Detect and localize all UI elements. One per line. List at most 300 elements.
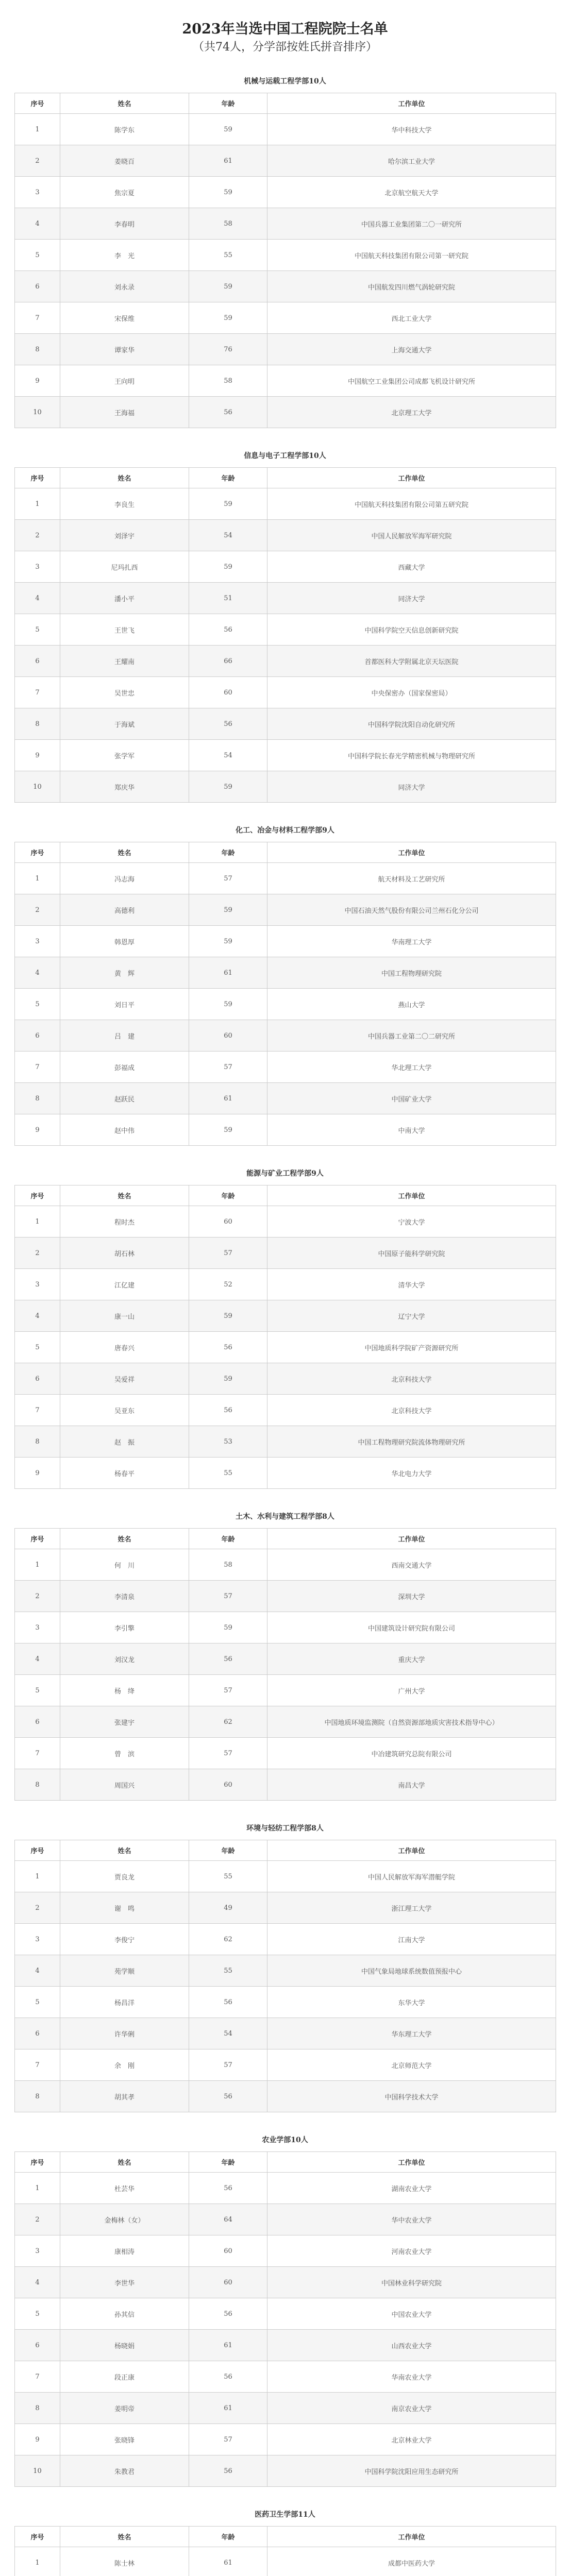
cell-age: 56 [189, 2173, 267, 2204]
cell-name: 李俊宁 [60, 1924, 189, 1955]
cell-name: 潘小平 [60, 583, 189, 614]
cell-age: 56 [189, 2455, 267, 2487]
cell-workplace: 中国原子能科学研究院 [267, 1238, 556, 1269]
cell-name: 焦宗夏 [60, 177, 189, 208]
cell-index: 7 [15, 2361, 60, 2393]
cell-workplace: 深圳大学 [267, 1581, 556, 1612]
header-index: 序号 [15, 93, 60, 114]
table-row [15, 708, 556, 740]
cell-name: 姜晓百 [60, 145, 189, 177]
cell-age: 58 [189, 1549, 267, 1581]
cell-age: 59 [189, 926, 267, 957]
table-row [15, 2049, 556, 2081]
cell-age: 59 [189, 1300, 267, 1332]
header-index: 序号 [15, 1840, 60, 1861]
cell-index: 6 [15, 646, 60, 677]
cell-index: 3 [15, 1924, 60, 1955]
table-row [15, 2081, 556, 2112]
cell-index: 6 [15, 1363, 60, 1395]
table-row [15, 957, 556, 989]
sections-container [0, 74, 570, 2576]
roster-section [14, 1166, 556, 1489]
cell-workplace: 中国航天科技集团有限公司第一研究院 [267, 240, 556, 271]
cell-name: 余 刚 [60, 2049, 189, 2081]
section-title: 能源与矿业工程学部9人 [246, 1170, 324, 1178]
cell-name: 张晓锋 [60, 2424, 189, 2455]
header-name: 姓名 [60, 2152, 189, 2173]
header-age: 年龄 [189, 1840, 267, 1861]
cell-index: 7 [15, 2049, 60, 2081]
cell-age: 60 [189, 1020, 267, 1052]
table-row [15, 926, 556, 957]
roster-section [14, 449, 556, 803]
cell-index: 8 [15, 1426, 60, 1458]
cell-name: 尼玛扎西 [60, 551, 189, 583]
table-row [15, 1643, 556, 1675]
cell-workplace: 中冶建筑研究总院有限公司 [267, 1738, 556, 1769]
cell-workplace: 河南农业大学 [267, 2235, 556, 2267]
cell-workplace: 华中科技大学 [267, 114, 556, 145]
cell-name: 宋保维 [60, 302, 189, 334]
cell-age: 59 [189, 302, 267, 334]
table-row [15, 771, 556, 803]
cell-name: 高德利 [60, 894, 189, 926]
cell-age: 57 [189, 1052, 267, 1083]
cell-index: 1 [15, 1206, 60, 1238]
cell-workplace: 中国农业大学 [267, 2298, 556, 2330]
cell-age: 57 [189, 863, 267, 894]
cell-index: 5 [15, 240, 60, 271]
cell-name: 刘永录 [60, 271, 189, 302]
cell-workplace: 中国科学技术大学 [267, 2081, 556, 2112]
cell-age: 56 [189, 614, 267, 646]
cell-name: 胡其孝 [60, 2081, 189, 2112]
cell-index: 9 [15, 1458, 60, 1489]
cell-index: 4 [15, 1955, 60, 1987]
cell-age: 57 [189, 1581, 267, 1612]
cell-workplace: 中国人民解放军海军研究院 [267, 520, 556, 551]
cell-index: 2 [15, 1238, 60, 1269]
cell-workplace: 中国工程物理研究院流体物理研究所 [267, 1426, 556, 1458]
cell-workplace: 成都中医药大学 [267, 2547, 556, 2576]
table-row [15, 1052, 556, 1083]
cell-index: 6 [15, 271, 60, 302]
cell-workplace: 中国人民解放军海军潜艇学院 [267, 1861, 556, 1892]
cell-index: 2 [15, 1892, 60, 1924]
cell-name: 康相涛 [60, 2235, 189, 2267]
table-header-row [15, 842, 556, 863]
cell-index: 9 [15, 2424, 60, 2455]
cell-name: 孙其信 [60, 2298, 189, 2330]
cell-index: 2 [15, 1581, 60, 1612]
cell-name: 朱教君 [60, 2455, 189, 2487]
cell-name: 吴爱祥 [60, 1363, 189, 1395]
table-row [15, 2455, 556, 2487]
table-row [15, 740, 556, 771]
cell-age: 59 [189, 1612, 267, 1643]
cell-name: 贾良龙 [60, 1861, 189, 1892]
header-workplace: 工作单位 [267, 468, 556, 488]
cell-name: 吴亚东 [60, 1395, 189, 1426]
cell-name: 赵中伟 [60, 1114, 189, 1146]
cell-index: 9 [15, 1114, 60, 1146]
cell-index: 8 [15, 2081, 60, 2112]
cell-index: 8 [15, 708, 60, 740]
cell-age: 54 [189, 740, 267, 771]
cell-index: 8 [15, 2393, 60, 2424]
cell-age: 57 [189, 1675, 267, 1706]
cell-age: 58 [189, 208, 267, 240]
section-title: 医药卫生学部11人 [255, 2511, 315, 2519]
cell-name: 苑学顺 [60, 1955, 189, 1987]
table-row [15, 863, 556, 894]
cell-index: 6 [15, 2330, 60, 2361]
cell-age: 59 [189, 1114, 267, 1146]
cell-index: 3 [15, 1269, 60, 1300]
cell-index: 5 [15, 614, 60, 646]
roster-section [14, 1510, 556, 1801]
header-index: 序号 [15, 2527, 60, 2547]
table-row [15, 2361, 556, 2393]
cell-age: 59 [189, 488, 267, 520]
cell-age: 53 [189, 1426, 267, 1458]
cell-name: 李 光 [60, 240, 189, 271]
header-workplace: 工作单位 [267, 2152, 556, 2173]
table-row [15, 1332, 556, 1363]
cell-index: 7 [15, 1738, 60, 1769]
header-age: 年龄 [189, 2152, 267, 2173]
cell-index: 5 [15, 1987, 60, 2018]
cell-workplace: 中国兵器工业集团第二〇一研究所 [267, 208, 556, 240]
table-row [15, 1426, 556, 1458]
cell-index: 1 [15, 488, 60, 520]
table-header-row [15, 1840, 556, 1861]
header-workplace: 工作单位 [267, 2527, 556, 2547]
roster-section [14, 74, 556, 428]
cell-index: 6 [15, 2018, 60, 2049]
cell-name: 刘汉龙 [60, 1643, 189, 1675]
header-index: 序号 [15, 468, 60, 488]
cell-age: 54 [189, 520, 267, 551]
table-header-row [15, 468, 556, 488]
table-row [15, 1738, 556, 1769]
cell-workplace: 华北电力大学 [267, 1458, 556, 1489]
cell-index: 3 [15, 177, 60, 208]
cell-index: 2 [15, 894, 60, 926]
cell-index: 1 [15, 1861, 60, 1892]
cell-workplace: 西北工业大学 [267, 302, 556, 334]
cell-index: 2 [15, 520, 60, 551]
cell-index: 4 [15, 1300, 60, 1332]
table-row [15, 1363, 556, 1395]
cell-workplace: 北京师范大学 [267, 2049, 556, 2081]
cell-workplace: 哈尔滨工业大学 [267, 145, 556, 177]
cell-workplace: 中国石油天然气股份有限公司兰州石化分公司 [267, 894, 556, 926]
cell-workplace: 西藏大学 [267, 551, 556, 583]
cell-workplace: 中国航天科技集团有限公司第五研究院 [267, 488, 556, 520]
cell-workplace: 航天材料及工艺研究所 [267, 863, 556, 894]
cell-name: 李清泉 [60, 1581, 189, 1612]
table-header-row [15, 2527, 556, 2547]
cell-name: 许华俐 [60, 2018, 189, 2049]
header-name: 姓名 [60, 468, 189, 488]
cell-workplace: 中国航空工业集团公司成都飞机设计研究所 [267, 365, 556, 397]
cell-index: 5 [15, 2298, 60, 2330]
cell-index: 3 [15, 551, 60, 583]
cell-workplace: 中国地质环境监测院（自然资源部地质灾害技术指导中心） [267, 1706, 556, 1738]
cell-index: 3 [15, 2235, 60, 2267]
header-index: 序号 [15, 2152, 60, 2173]
cell-workplace: 中央保密办（国家保密局） [267, 677, 556, 708]
table-row [15, 551, 556, 583]
table-row [15, 1892, 556, 1924]
table-row [15, 1987, 556, 2018]
table-row [15, 677, 556, 708]
cell-workplace: 中国航发四川燃气涡轮研究院 [267, 271, 556, 302]
cell-workplace: 中国兵器工业第二〇二研究所 [267, 1020, 556, 1052]
cell-name: 李良生 [60, 488, 189, 520]
cell-workplace: 中国气象局地球系统数值预报中心 [267, 1955, 556, 1987]
table-row [15, 1955, 556, 1987]
section-title: 化工、冶金与材料工程学部9人 [236, 826, 334, 835]
cell-workplace: 同济大学 [267, 583, 556, 614]
cell-age: 56 [189, 397, 267, 428]
table-row [15, 2298, 556, 2330]
cell-workplace: 中南大学 [267, 1114, 556, 1146]
cell-workplace: 清华大学 [267, 1269, 556, 1300]
cell-name: 彭福成 [60, 1052, 189, 1083]
cell-name: 段正康 [60, 2361, 189, 2393]
cell-age: 56 [189, 1395, 267, 1426]
cell-name: 唐春兴 [60, 1332, 189, 1363]
header-name: 姓名 [60, 1185, 189, 1206]
table-row [15, 1924, 556, 1955]
table-row [15, 2424, 556, 2455]
cell-index: 4 [15, 2267, 60, 2298]
cell-name: 金梅林（女） [60, 2204, 189, 2235]
cell-age: 56 [189, 2361, 267, 2393]
cell-workplace: 华北理工大学 [267, 1052, 556, 1083]
cell-name: 李引擎 [60, 1612, 189, 1643]
header-name: 姓名 [60, 842, 189, 863]
table-row [15, 1769, 556, 1801]
table-row [15, 145, 556, 177]
cell-name: 郑庆华 [60, 771, 189, 803]
roster-table [14, 1528, 556, 1801]
cell-index: 6 [15, 1020, 60, 1052]
cell-index: 4 [15, 957, 60, 989]
cell-index: 9 [15, 365, 60, 397]
section-title: 信息与电子工程学部10人 [244, 452, 326, 460]
table-row [15, 894, 556, 926]
cell-age: 58 [189, 365, 267, 397]
cell-index: 2 [15, 2204, 60, 2235]
table-row [15, 1612, 556, 1643]
cell-workplace: 北京科技大学 [267, 1395, 556, 1426]
cell-name: 陈学东 [60, 114, 189, 145]
cell-age: 62 [189, 1706, 267, 1738]
cell-name: 陈士林 [60, 2547, 189, 2576]
cell-age: 61 [189, 2547, 267, 2576]
document-subtitle: （共74人，分学部按姓氏拼音排序） [193, 41, 377, 54]
cell-age: 60 [189, 2235, 267, 2267]
cell-age: 61 [189, 957, 267, 989]
section-title: 机械与运载工程学部10人 [244, 77, 326, 86]
cell-workplace: 中国科学院长春光学精密机械与物理研究所 [267, 740, 556, 771]
cell-workplace: 广州大学 [267, 1675, 556, 1706]
cell-name: 杨昌洋 [60, 1987, 189, 2018]
roster-section [14, 1821, 556, 2112]
roster-table [14, 842, 556, 1146]
cell-name: 于海斌 [60, 708, 189, 740]
cell-name: 杨晓娟 [60, 2330, 189, 2361]
cell-name: 胡石林 [60, 1238, 189, 1269]
table-row [15, 1114, 556, 1146]
cell-name: 赵 振 [60, 1426, 189, 1458]
cell-age: 59 [189, 271, 267, 302]
table-row [15, 1861, 556, 1892]
roster-table [14, 1185, 556, 1489]
header-index: 序号 [15, 1185, 60, 1206]
cell-age: 59 [189, 894, 267, 926]
cell-name: 谭家华 [60, 334, 189, 365]
cell-workplace: 山西农业大学 [267, 2330, 556, 2361]
table-row [15, 114, 556, 145]
roster-table [14, 2526, 556, 2576]
table-row [15, 302, 556, 334]
cell-workplace: 辽宁大学 [267, 1300, 556, 1332]
cell-name: 江亿建 [60, 1269, 189, 1300]
cell-workplace: 中国矿业大学 [267, 1083, 556, 1114]
cell-name: 冯志海 [60, 863, 189, 894]
cell-age: 59 [189, 114, 267, 145]
header-index: 序号 [15, 842, 60, 863]
roster-table [14, 2151, 556, 2487]
cell-name: 杨春平 [60, 1458, 189, 1489]
cell-workplace: 中国科学院空天信息创新研究院 [267, 614, 556, 646]
cell-index: 6 [15, 1706, 60, 1738]
table-row [15, 2393, 556, 2424]
roster-section [14, 823, 556, 1146]
cell-age: 59 [189, 551, 267, 583]
table-row [15, 1675, 556, 1706]
cell-index: 9 [15, 740, 60, 771]
table-row [15, 271, 556, 302]
header-index: 序号 [15, 1529, 60, 1549]
header-age: 年龄 [189, 1185, 267, 1206]
cell-name: 王海福 [60, 397, 189, 428]
table-row [15, 520, 556, 551]
roster-table [14, 1840, 556, 2112]
cell-index: 2 [15, 145, 60, 177]
cell-age: 57 [189, 2049, 267, 2081]
section-title: 土木、水利与建筑工程学部8人 [236, 1513, 334, 1521]
header-age: 年龄 [189, 2527, 267, 2547]
cell-workplace: 华中农业大学 [267, 2204, 556, 2235]
cell-age: 56 [189, 2081, 267, 2112]
table-row [15, 1020, 556, 1052]
table-row [15, 2173, 556, 2204]
cell-age: 62 [189, 1924, 267, 1955]
header-age: 年龄 [189, 93, 267, 114]
table-row [15, 208, 556, 240]
cell-age: 49 [189, 1892, 267, 1924]
table-row [15, 2204, 556, 2235]
cell-name: 李春明 [60, 208, 189, 240]
cell-name: 张建宇 [60, 1706, 189, 1738]
cell-index: 1 [15, 863, 60, 894]
cell-workplace: 中国科学院沈阳自动化研究所 [267, 708, 556, 740]
cell-workplace: 华南理工大学 [267, 926, 556, 957]
roster-table [14, 93, 556, 428]
cell-age: 60 [189, 1206, 267, 1238]
cell-age: 60 [189, 1769, 267, 1801]
cell-name: 吴世忠 [60, 677, 189, 708]
cell-age: 66 [189, 646, 267, 677]
table-row [15, 1206, 556, 1238]
table-row [15, 1238, 556, 1269]
cell-index: 7 [15, 677, 60, 708]
table-row [15, 646, 556, 677]
table-row [15, 365, 556, 397]
cell-age: 54 [189, 2018, 267, 2049]
cell-name: 杨 绛 [60, 1675, 189, 1706]
cell-age: 55 [189, 1458, 267, 1489]
cell-index: 7 [15, 302, 60, 334]
cell-name: 程时杰 [60, 1206, 189, 1238]
table-row [15, 1581, 556, 1612]
cell-age: 60 [189, 677, 267, 708]
cell-workplace: 浙江理工大学 [267, 1892, 556, 1924]
cell-age: 61 [189, 2330, 267, 2361]
cell-workplace: 北京理工大学 [267, 397, 556, 428]
roster-section [14, 2133, 556, 2487]
cell-workplace: 中国科学院沈阳应用生态研究所 [267, 2455, 556, 2487]
cell-workplace: 上海交通大学 [267, 334, 556, 365]
header-name: 姓名 [60, 1529, 189, 1549]
cell-age: 59 [189, 1363, 267, 1395]
table-row [15, 1706, 556, 1738]
cell-workplace: 东华大学 [267, 1987, 556, 2018]
cell-age: 59 [189, 771, 267, 803]
table-header-row [15, 1185, 556, 1206]
cell-workplace: 燕山大学 [267, 989, 556, 1020]
cell-name: 康一山 [60, 1300, 189, 1332]
cell-name: 赵跃民 [60, 1083, 189, 1114]
cell-name: 韩恩厚 [60, 926, 189, 957]
cell-workplace: 北京航空航天大学 [267, 177, 556, 208]
table-header-row [15, 1529, 556, 1549]
cell-age: 55 [189, 1861, 267, 1892]
cell-workplace: 中国工程物理研究院 [267, 957, 556, 989]
cell-workplace: 华东理工大学 [267, 2018, 556, 2049]
cell-workplace: 华南农业大学 [267, 2361, 556, 2393]
document-title: 2023年当选中国工程院院士名单 [182, 21, 388, 37]
cell-name: 谢 鸣 [60, 1892, 189, 1924]
section-title: 农业学部10人 [262, 2136, 308, 2144]
table-row [15, 989, 556, 1020]
header-workplace: 工作单位 [267, 1840, 556, 1861]
cell-index: 4 [15, 583, 60, 614]
cell-workplace: 中国地质科学院矿产资源研究所 [267, 1332, 556, 1363]
header-name: 姓名 [60, 2527, 189, 2547]
table-row [15, 334, 556, 365]
cell-age: 57 [189, 2424, 267, 2455]
cell-age: 64 [189, 2204, 267, 2235]
table-header-row [15, 2152, 556, 2173]
table-row [15, 1458, 556, 1489]
cell-index: 7 [15, 1395, 60, 1426]
